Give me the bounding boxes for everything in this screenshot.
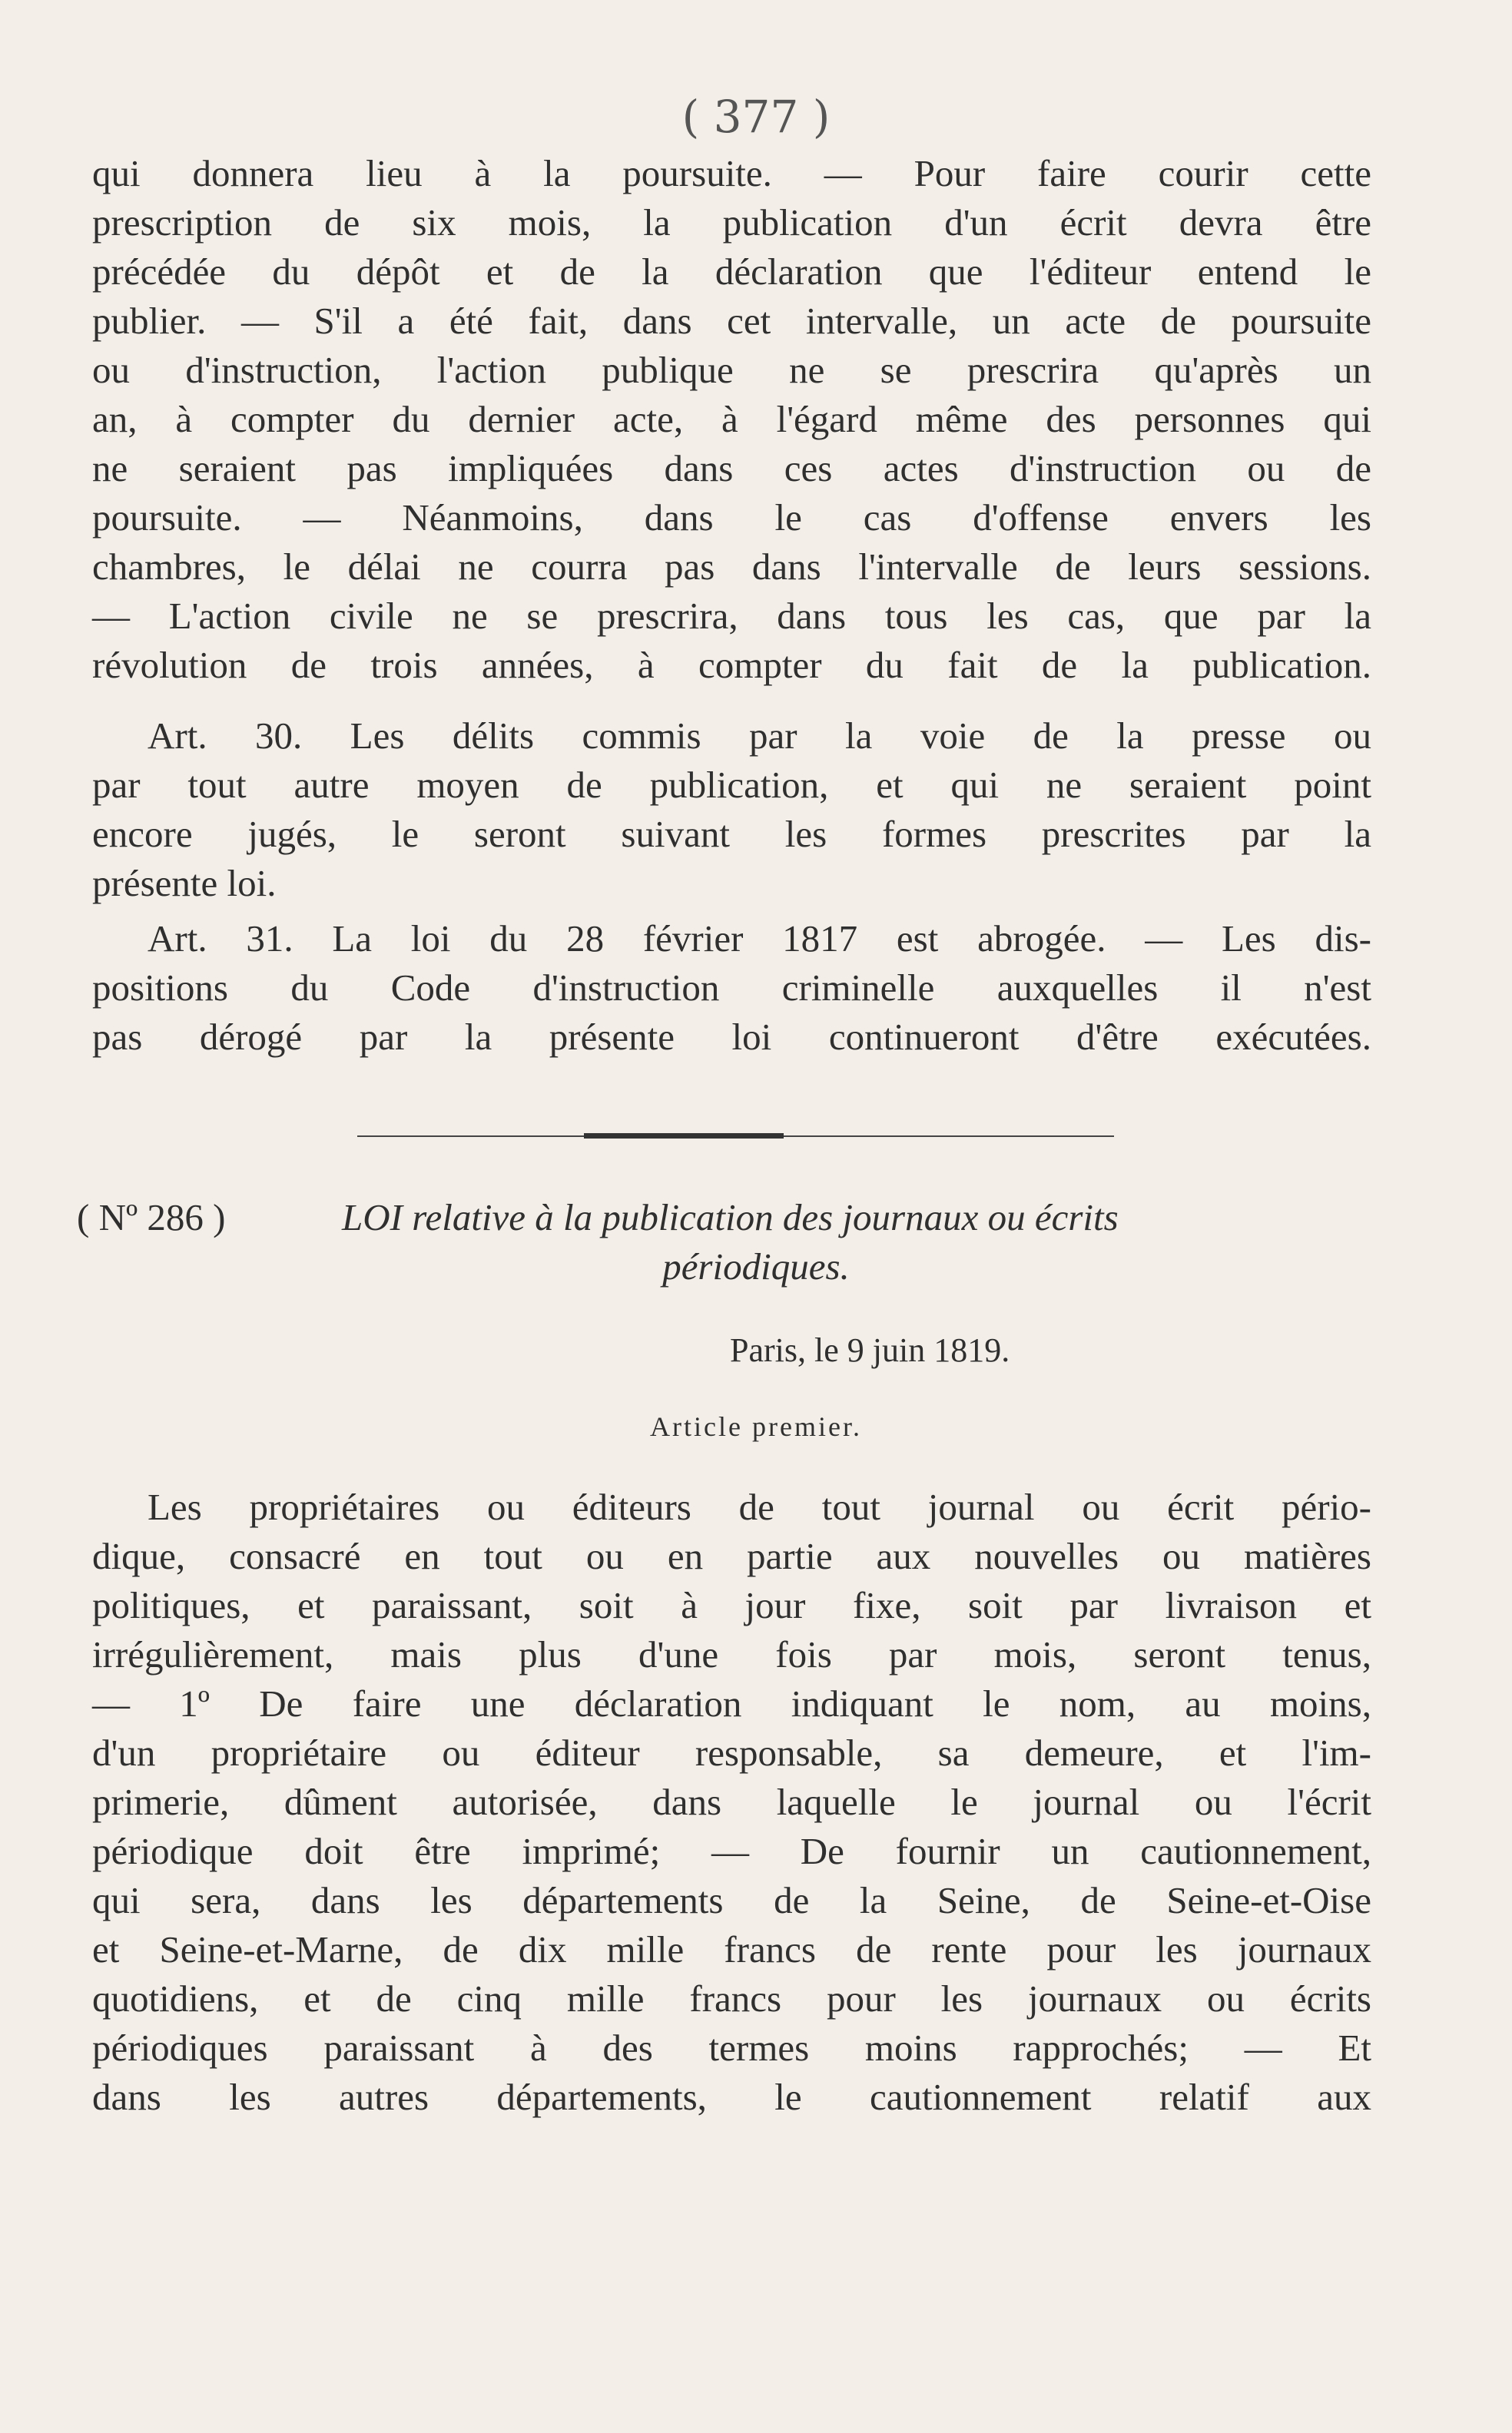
article-heading: Article premier. <box>650 1411 862 1442</box>
text-line: qui donnera lieu à la poursuite. — Pour faire courir cette <box>92 152 1371 194</box>
text-line: dique, consacré en tout ou en partie aux nouvelles ou matières <box>92 1535 1371 1577</box>
text-line: Art. 30. Les délits commis par la voie de la presse ou <box>148 714 1371 757</box>
continued-text <box>92 149 1371 690</box>
law-number: ( Nº 286 ) <box>77 1196 226 1238</box>
text-line: ne seraient pas impliquées dans ces actes d'instruction ou de <box>92 447 1371 489</box>
page-number: ( 377 ) <box>681 91 831 143</box>
text-line: présente loi. <box>92 862 277 904</box>
law-date: Paris, le 9 juin 1819. <box>730 1331 1010 1369</box>
text-line: chambres, le délai ne courra pas dans l'intervalle de leurs sessions. <box>92 545 1371 588</box>
text-line: irrégulièrement, mais plus d'une fois par mois, seront tenus, <box>92 1633 1371 1676</box>
text-line: an, à compter du dernier acte, à l'égard même des personnes qui <box>92 398 1371 440</box>
text-line: ou d'instruction, l'action publique ne se prescrira qu'après un <box>92 349 1371 391</box>
text-line: poursuite. — Néanmoins, dans le cas d'offense envers les <box>92 496 1371 539</box>
text-line: révolution de trois années, à compter du fait de la publication. <box>92 644 1371 686</box>
law-body <box>92 1483 1371 2122</box>
article-31 <box>92 914 1371 1062</box>
text-line: Les propriétaires ou éditeurs de tout journal ou écrit pério- <box>148 1486 1371 1528</box>
text-line: publier. — S'il a été fait, dans cet intervalle, un acte de poursuite <box>92 300 1371 342</box>
text-line: — 1º De faire une déclaration indiquant le nom, au moins, <box>92 1682 1371 1725</box>
text-line: et Seine-et-Marne, de dix mille francs de rente pour les journaux <box>92 1928 1371 1971</box>
text-line: d'un propriétaire ou éditeur responsable, sa demeure, et l'im- <box>92 1732 1371 1774</box>
text-line: encore jugés, le seront suivant les formes prescrites par la <box>92 813 1371 855</box>
text-line: Art. 31. La loi du 28 février 1817 est abrogée. — Les dis- <box>148 917 1371 960</box>
text-line: dans les autres départements, le cautionnement relatif aux <box>92 2076 1371 2118</box>
law-heading <box>77 1193 1383 1242</box>
text-line: périodiques paraissant à des termes moins rapprochés; — Et <box>92 2027 1371 2069</box>
text-line: pas dérogé par la présente loi continueront d'être exécutées. <box>92 1016 1371 1058</box>
text-line: prescription de six mois, la publication d'un écrit devra être <box>92 201 1371 244</box>
text-line: qui sera, dans les départements de la Seine, de Seine-et-Oise <box>92 1879 1371 1921</box>
section-divider-ornament <box>584 1133 784 1139</box>
text-line: quotidiens, et de cinq mille francs pour les journaux ou écrits <box>92 1977 1371 2020</box>
text-line: primerie, dûment autorisée, dans laquelle le journal ou l'écrit <box>92 1781 1371 1823</box>
text-line: — L'action civile ne se prescrira, dans tous les cas, que par la <box>92 595 1371 637</box>
article-30 <box>92 711 1371 908</box>
text-line: précédée du dépôt et de la déclaration que l'éditeur entend le <box>92 250 1371 293</box>
text-line: par tout autre moyen de publication, et qui ne seraient point <box>92 764 1371 806</box>
law-title-continued: périodiques. <box>662 1245 850 1288</box>
text-line: positions du Code d'instruction criminelle auxquelles il n'est <box>92 966 1371 1009</box>
law-title: LOI relative à la publication des journaux ou écrits <box>342 1196 1119 1238</box>
text-line: politiques, et paraissant, soit à jour fixe, soit par livraison et <box>92 1584 1371 1626</box>
text-line: périodique doit être imprimé; — De fournir un cautionnement, <box>92 1830 1371 1872</box>
